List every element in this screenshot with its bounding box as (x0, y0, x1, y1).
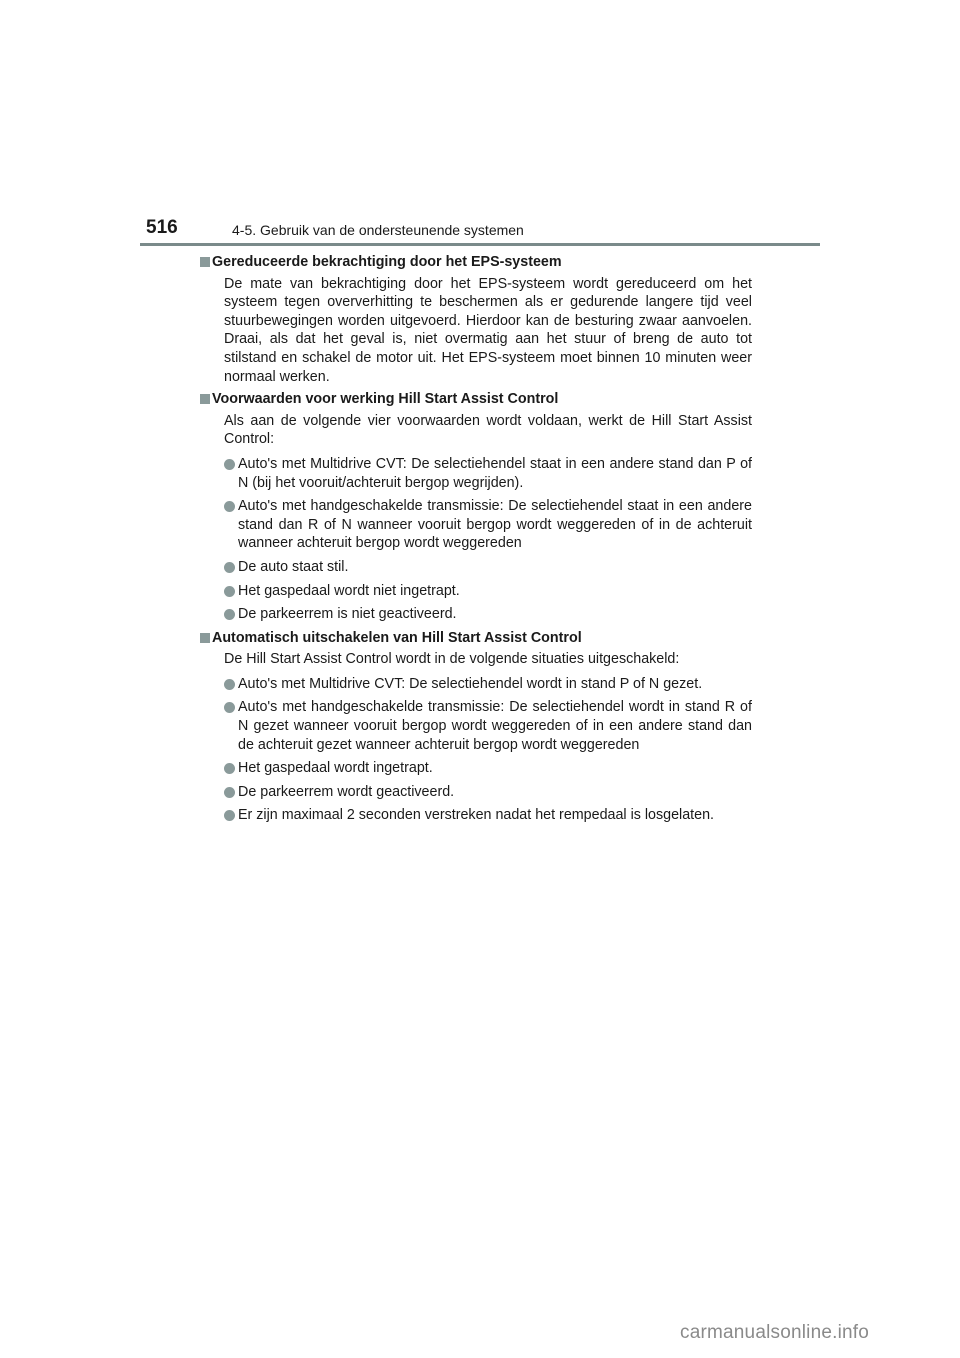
watermark: carmanualsonline.info (680, 1322, 870, 1343)
list-item (224, 455, 752, 492)
list-item-text: Auto's met handgeschakelde transmissie: De selectiehendel wordt in stand R of N gezet wanneer vooruit bergop wordt weggereden of in een andere stand dan de achteruit gezet wanneer achteruit bergop wordt weggereden (238, 699, 752, 753)
square-bullet-icon (200, 257, 210, 267)
page-content (212, 253, 752, 830)
list-item-text: De auto staat stil. (238, 558, 349, 575)
page-number: 516 (146, 217, 178, 238)
section-paragraph: De mate van bekrachtiging door het EPS-systeem wordt gereduceerd om het systeem tegen oververhitting te beschermen als er gedurende langere tijd veel stuurbewegingen worden uitgevoerd. Hierdoor kan de besturing zwaar aanvoelen. Draai, als dat het geval is, niet overmatig aan het stuur of breng de auto tot stilstand en schakel de motor uit. Het EPS-systeem moet binnen 10 minuten weer normaal werken. (224, 275, 752, 385)
list-item (224, 806, 752, 825)
circle-bullet-icon (224, 459, 235, 470)
list-item-text: Het gaspedaal wordt niet ingetrapt. (238, 582, 460, 599)
list-item (224, 497, 752, 553)
chapter-title: 4-5. Gebruik van de ondersteunende systemen (232, 222, 524, 238)
section-heading-text: Gereduceerde bekrachtiging door het EPS-systeem (212, 254, 562, 270)
circle-bullet-icon (224, 562, 235, 573)
circle-bullet-icon (224, 501, 235, 512)
circle-bullet-icon (224, 787, 235, 798)
circle-bullet-icon (224, 679, 235, 690)
list-item-text: Auto's met handgeschakelde transmissie: De selectiehendel staat in een andere stand dan R of N wanneer vooruit bergop wordt weggereden of in de achteruit wanneer achteruit bergop wordt weggereden (238, 498, 752, 552)
list-item (224, 558, 752, 577)
list-item (224, 759, 752, 778)
section-heading-text: Automatisch uitschakelen van Hill Start Assist Control (212, 629, 582, 646)
square-bullet-icon (200, 394, 210, 404)
section-heading (200, 629, 752, 648)
list-item-text: De parkeerrem wordt geactiveerd. (238, 783, 455, 800)
section-paragraph: De Hill Start Assist Control wordt in de volgende situaties uitgeschakeld: (224, 651, 680, 668)
list-item (224, 605, 752, 624)
list-item (224, 675, 752, 694)
circle-bullet-icon (224, 810, 235, 821)
list-item-text: Er zijn maximaal 2 seconden verstreken nadat het rempedaal is losgelaten. (238, 807, 715, 824)
square-bullet-icon (200, 633, 210, 643)
circle-bullet-icon (224, 702, 235, 713)
header-divider (140, 243, 820, 246)
list-item-text: Auto's met Multidrive CVT: De selectiehendel wordt in stand P of N gezet. (238, 675, 703, 692)
circle-bullet-icon (224, 763, 235, 774)
list-item (224, 698, 752, 754)
list-item-text: Het gaspedaal wordt ingetrapt. (238, 760, 433, 777)
circle-bullet-icon (224, 609, 235, 620)
circle-bullet-icon (224, 586, 235, 597)
list-item (224, 783, 752, 802)
page-header (146, 217, 820, 245)
section-heading-text: Voorwaarden voor werking Hill Start Assist Control (212, 391, 559, 408)
list-item (224, 582, 752, 601)
section-heading (200, 253, 752, 272)
section-hsa-conditions (212, 390, 752, 624)
section-heading (200, 390, 752, 409)
list-item-text: De parkeerrem is niet geactiveerd. (238, 606, 457, 623)
section-hsa-deactivation (212, 629, 752, 825)
section-eps (212, 253, 752, 386)
list-item-text: Auto's met Multidrive CVT: De selectiehendel staat in een andere stand dan P of N (bij het vooruit/achteruit bergop wegrijden). (238, 455, 752, 491)
section-paragraph: Als aan de volgende vier voorwaarden wordt voldaan, werkt de Hill Start Assist Control: (224, 412, 752, 448)
